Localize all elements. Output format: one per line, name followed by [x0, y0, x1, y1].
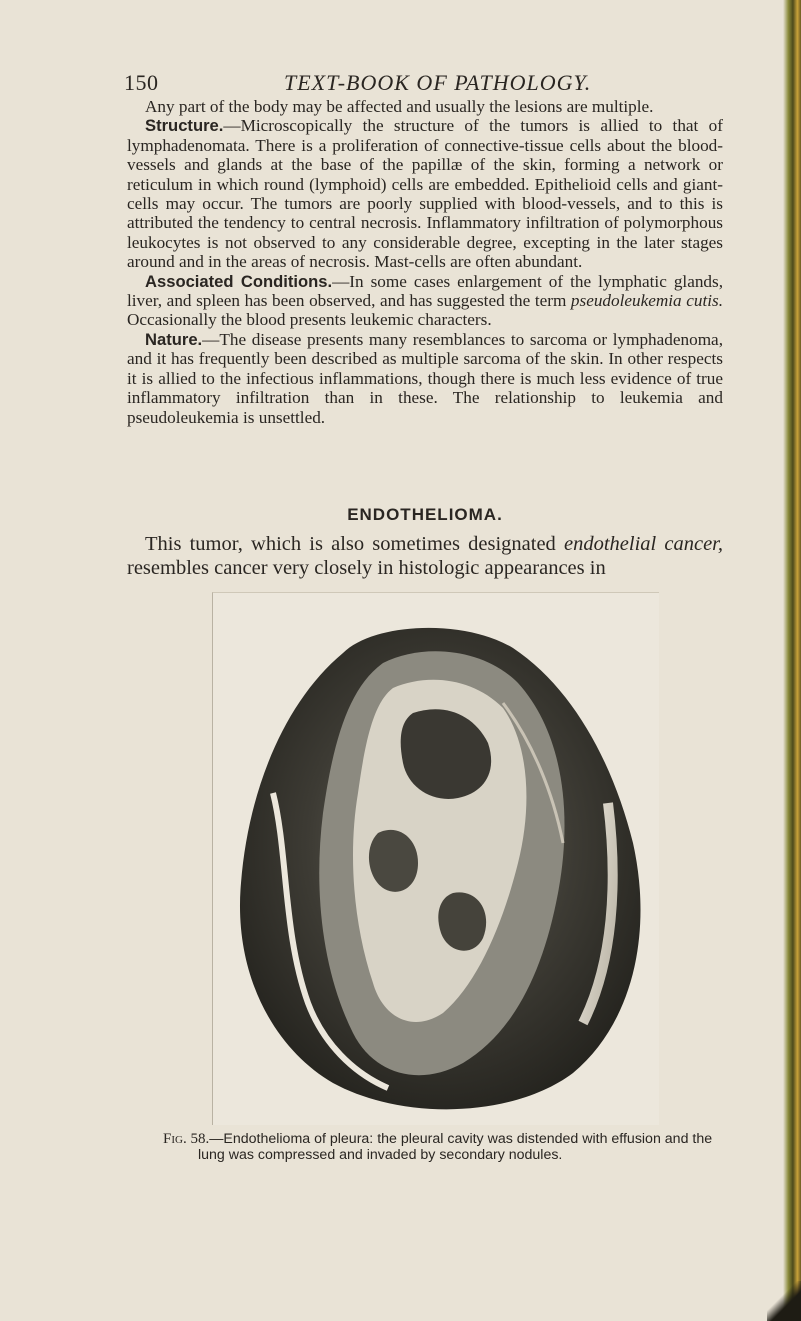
paragraph-intro	[127, 97, 723, 116]
figure-specimen-photo	[212, 592, 659, 1125]
section-heading: ENDOTHELIOMA.	[347, 505, 503, 524]
run-in-heading: Nature.	[145, 329, 203, 349]
italic-term: pseudoleukemia cutis.	[570, 291, 723, 311]
running-title: TEXT-BOOK OF PATHOLOGY.	[284, 70, 592, 95]
caption-text: —Endothelioma of pleura: the pleural cavity was distended with effusion and the	[209, 1131, 713, 1147]
run-in-heading: Associated Conditions.	[145, 271, 333, 291]
page-corner-shadow	[767, 1281, 801, 1321]
paragraph-text: Any part of the body may be affected and usually the lesions are multiple.	[145, 97, 654, 116]
paragraph-nature	[127, 330, 723, 427]
figure-caption	[163, 1131, 763, 1163]
body-text	[127, 97, 723, 427]
specimen-illustration	[213, 593, 659, 1125]
italic-term: endothelial cancer,	[563, 533, 723, 555]
paragraph-structure	[127, 116, 723, 271]
running-head	[124, 70, 724, 96]
paragraph-text: Occasionally the blood presents leukemic characters.	[127, 310, 492, 330]
run-in-heading: Structure.	[145, 116, 224, 136]
section-lead	[127, 532, 723, 580]
lead-text: resembles cancer very closely in histologic appearances in	[127, 557, 606, 579]
lead-text: This tumor, which is also sometimes designated	[145, 533, 564, 555]
page-edge	[783, 0, 801, 1321]
caption-text-line2: lung was compressed and invaded by secondary nodules.	[198, 1147, 563, 1163]
paragraph-associated-conditions	[127, 272, 723, 330]
paragraph-text: —Microscopically the structure of the tumors is allied to that of lymphadenomata. There is a proliferation of connective-tissue cells about the blood-vessels and glands at the base of the papillæ of the skin, forming a network or reticulum in which round (lymphoid) cells are embedded. Epithelioid cells and giant-cells may occur. The tumors are poorly supplied with blood-vessels, and to this is attributed the tendency to central necrosis. Inflammatory infiltration of polymorphous leukocytes is not observed to any considerable degree, excepting in the later stages around and in the areas of necrosis. Mast-cells are often abundant.	[127, 116, 723, 272]
paragraph-text: —The disease presents many resemblances to sarcoma or lymphadenoma, and it has frequently been described as multiple sarcoma of the skin. In other respects it is allied to the infectious inflammations, though there is much less evidence of true inflammatory infiltration than in these. The relationship to leukemia and pseudoleukemia is unsettled.	[127, 329, 723, 427]
paragraph-text: —In some cases enlargement of the lymphatic glands, liver, and spleen has been observed, and has suggested the term	[127, 271, 723, 311]
figure-label: Fig. 58.	[163, 1131, 210, 1147]
page-number: 150	[124, 70, 159, 95]
